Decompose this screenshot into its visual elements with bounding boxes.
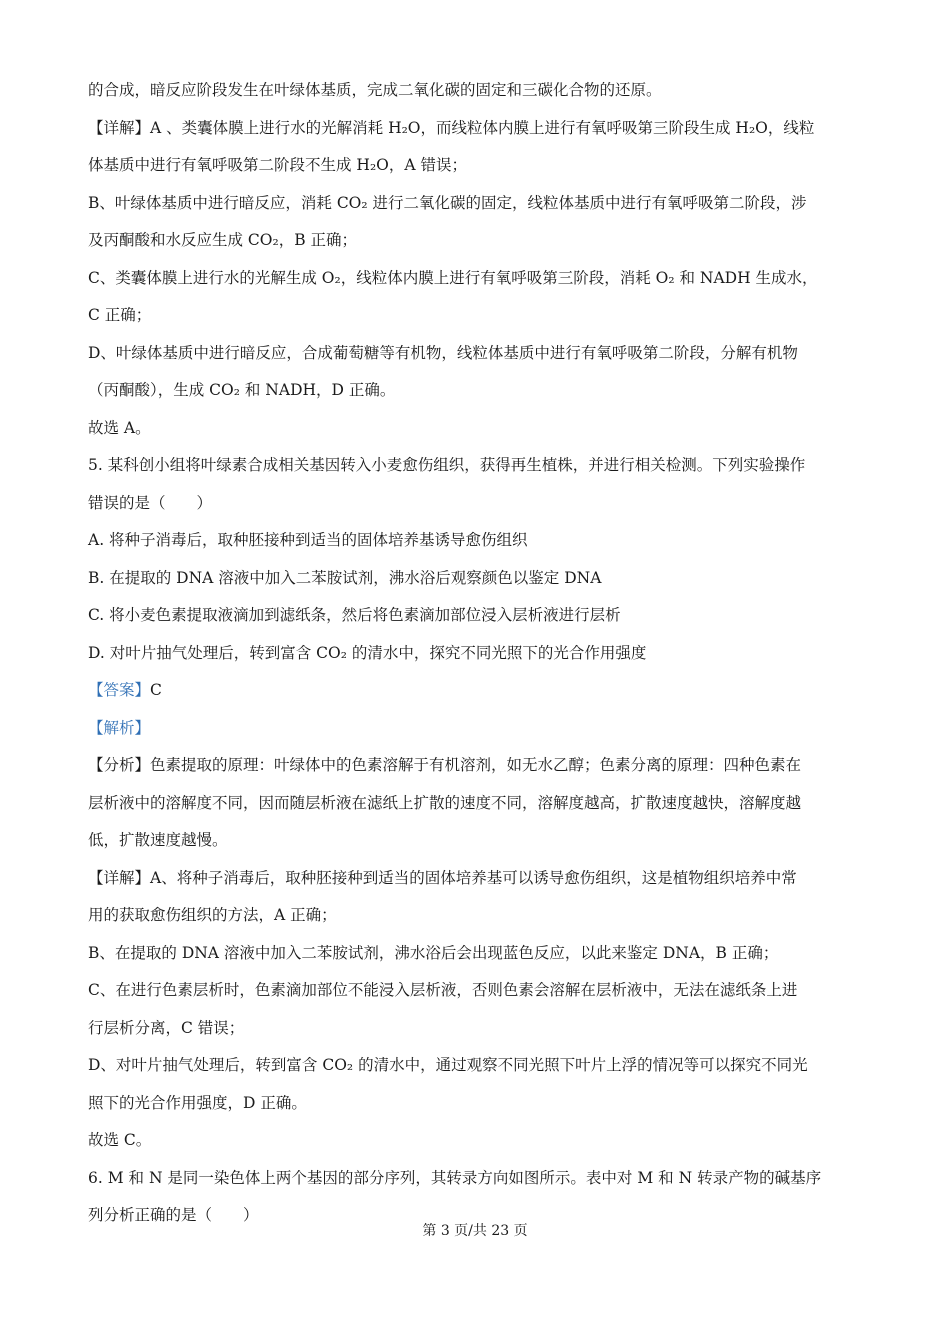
prev-detail-d-line-1: D、叶绿体基质中进行暗反应，合成葡萄糖等有机物，线粒体基质中进行有氧呼吸第二阶段，分解有机物 bbox=[88, 343, 798, 362]
q5-fenxi-line-2: 层析液中的溶解度不同，因而随层析液在滤纸上扩散的速度不同，溶解度越高，扩散速度越快，溶解度越 bbox=[88, 793, 802, 812]
q5-fenxi-line-1 bbox=[88, 747, 866, 785]
prev-detail-c-line-1: C、类囊体膜上进行水的光解生成 O₂，线粒体内膜上进行有氧呼吸第三阶段，消耗 O₂ 和 NADH 生成水， bbox=[88, 268, 818, 287]
prev-detail-a-text-1: A 、类囊体膜上进行水的光解消耗 H₂O，而线粒体内膜上进行有氧呼吸第三阶段生成 H₂O，线粒 bbox=[150, 118, 815, 137]
q5-detail-c-line-2: 行层析分离，C 错误； bbox=[88, 1018, 245, 1037]
prev-detail-c-line-2: C 正确； bbox=[88, 306, 152, 324]
q5-detail-d-line-2: 照下的光合作用强度，D 正确。 bbox=[88, 1093, 307, 1112]
answer-tag: 【答案】 bbox=[88, 681, 151, 699]
prev-conclusion: 故选 A。 bbox=[88, 418, 151, 437]
analysis-tag: 【解析】 bbox=[88, 718, 151, 737]
q5-option-c: C. 将小麦色素提取液滴加到滤纸条，然后将色素滴加部位浸入层析液进行层析 bbox=[88, 606, 621, 624]
q5-option-b: B. 在提取的 DNA 溶液中加入二苯胺试剂，沸水浴后观察颜色以鉴定 DNA bbox=[88, 568, 602, 587]
q5-detail-a-line-1 bbox=[88, 860, 866, 898]
q5-detail-b-line-1: B、在提取的 DNA 溶液中加入二苯胺试剂，沸水浴后会出现蓝色反应，以此来鉴定 DNA，B 正确； bbox=[88, 943, 779, 962]
q5-answer-line bbox=[88, 672, 866, 710]
q5-conclusion: 故选 C。 bbox=[88, 1131, 152, 1149]
q5-analysis-line bbox=[88, 710, 866, 748]
q5-detail-d-line-1: D、对叶片抽气处理后，转到富含 CO₂ 的清水中，通过观察不同光照下叶片上浮的情况等可以探究不同光 bbox=[88, 1056, 808, 1074]
prev-detail-b-line-1: B、叶绿体基质中进行暗反应，消耗 CO₂ 进行二氧化碳的固定，线粒体基质中进行有氧呼吸第二阶段，涉 bbox=[88, 193, 807, 212]
detail-tag: 【详解】 bbox=[88, 118, 151, 137]
q5-option-d: D. 对叶片抽气处理后，转到富含 CO₂ 的清水中，探究不同光照下的光合作用强度 bbox=[88, 643, 647, 662]
prev-detail-d-line-2: （丙酮酸），生成 CO₂ 和 NADH，D 正确。 bbox=[88, 381, 396, 399]
prev-detail-b-line-2: 及丙酮酸和水反应生成 CO₂，B 正确； bbox=[88, 231, 358, 249]
fenxi-text-1: 色素提取的原理：叶绿体中的色素溶解于有机溶剂，如无水乙醇；色素分离的原理：四种色素在 bbox=[150, 756, 802, 774]
document-body bbox=[88, 72, 866, 1235]
prev-detail-a-line-2: 体基质中进行有氧呼吸第二阶段不生成 H₂O，A 错误； bbox=[88, 156, 467, 174]
q5-detail-tag: 【详解】 bbox=[88, 868, 151, 887]
q6-stem-line-1: 6. M 和 N 是同一染色体上两个基因的部分序列，其转录方向如图所示。表中对 M 和 N 转录产物的碱基序 bbox=[88, 1168, 822, 1187]
prev-analysis-line: 的合成，暗反应阶段发生在叶绿体基质，完成二氧化碳的固定和三碳化合物的还原。 bbox=[88, 81, 662, 99]
prev-detail-a-line-1 bbox=[88, 110, 866, 148]
answer-value: C bbox=[150, 681, 162, 699]
q5-detail-a-text-1: A、将种子消毒后，取种胚接种到适当的固体培养基可以诱导愈伤组织，这是植物组织培养中常 bbox=[150, 868, 797, 887]
q5-option-a: A. 将种子消毒后，取种胚接种到适当的固体培养基诱导愈伤组织 bbox=[88, 531, 528, 549]
q5-stem-line-2: 错误的是（ ） bbox=[88, 493, 213, 512]
q5-stem-line-1: 5. 某科创小组将叶绿素合成相关基因转入小麦愈伤组织，获得再生植株，并进行相关检测。下列实验操作 bbox=[88, 456, 806, 474]
fenxi-tag: 【分析】 bbox=[88, 756, 151, 774]
page-footer: 第 3 页/共 23 页 bbox=[422, 1223, 528, 1239]
q6-stem-line-2: 列分析正确的是（ ） bbox=[88, 1206, 259, 1224]
q5-detail-a-line-2: 用的获取愈伤组织的方法，A 正确； bbox=[88, 906, 337, 924]
q5-detail-c-line-1: C、在进行色素层析时，色素滴加部位不能浸入层析液，否则色素会溶解在层析液中，无法在滤纸条上进 bbox=[88, 981, 798, 999]
q5-fenxi-line-3: 低，扩散速度越慢。 bbox=[88, 831, 228, 849]
